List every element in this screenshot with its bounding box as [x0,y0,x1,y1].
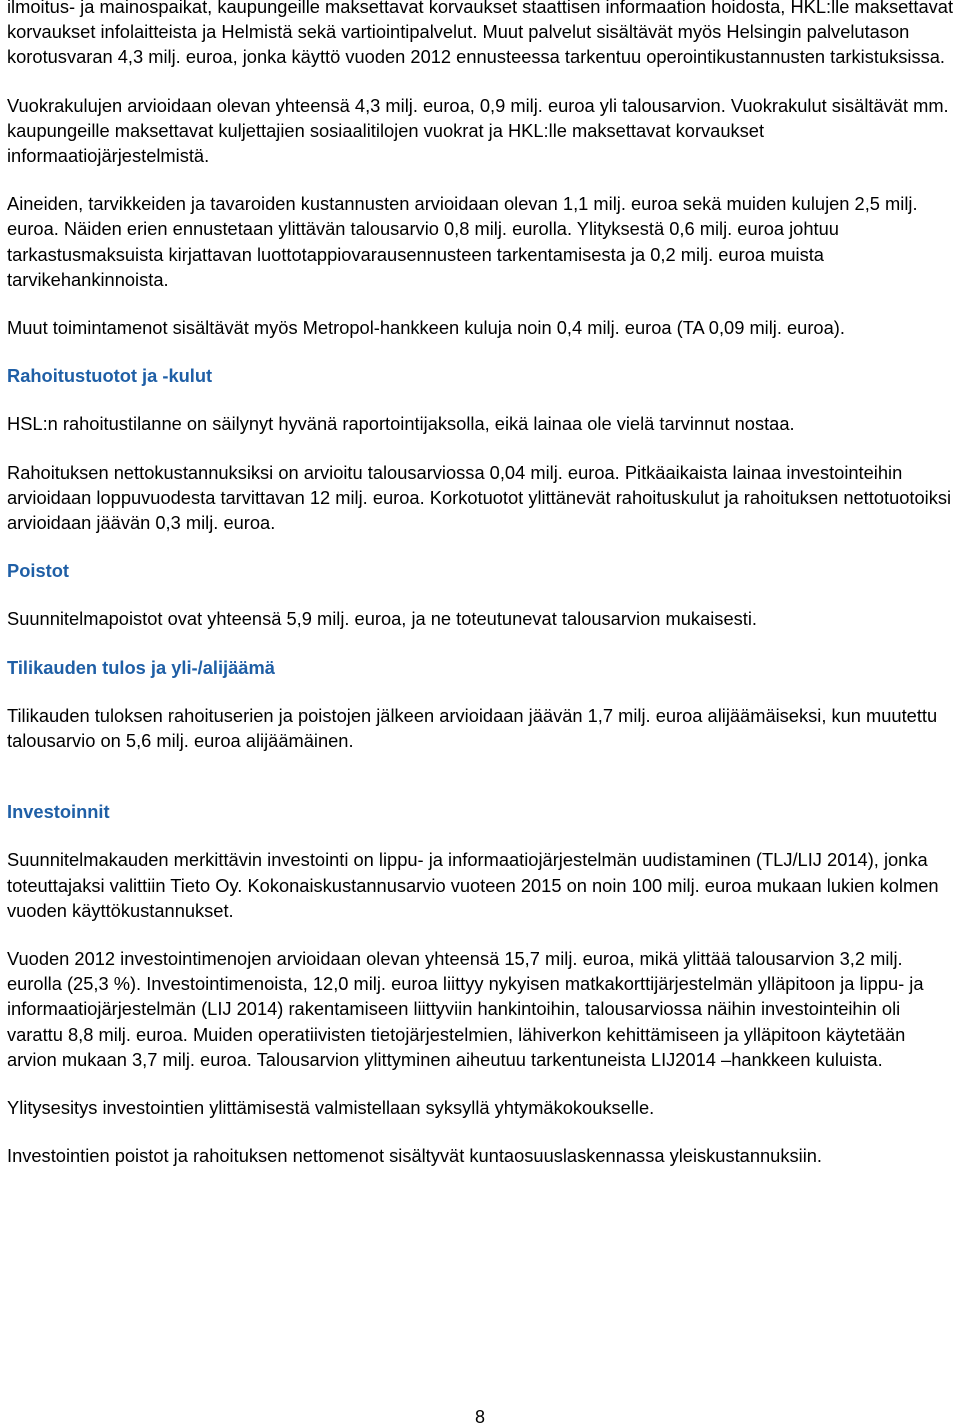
paragraph-ticketing-system: Suunnitelmakauden merkittävin investointi on lippu- ja informaatiojärjestelmän uudistaminen (TLJ/LIJ 2014), jonka toteuttajaksi valittiin Tieto Oy. Kokonaiskustannusarvio vuoteen 2015 on noin 100 milj. euroa mukaan lukien kolmen vuoden käyttökustannukset. [7,849,939,921]
heading-period-result: Tilikauden tulos ja yli-/alijäämä [7,656,275,678]
paragraph-net-financing: Rahoituksen nettokustannuksiksi on arvioitu talousarviossa 0,04 milj. euroa. Pitkäaikaista lainaa investointeihin arvioidaan loppuvuodesta tarvittavan 12 milj. euroa. Korkotuotot ylittänevät rahoituskulut ja rahoituksen nettotuotoiksi arvioidaan jäävän 0,3 milj. euroa. [7,461,952,534]
document-page [7,0,955,1169]
heading-depreciation: Poistot [7,560,69,582]
paragraph-depreciation: Suunnitelmapoistot ovat yhteensä 5,9 milj. euroa, ja ne toteutunevat talousarvion mukaisesti. [7,608,757,630]
paragraph-materials-costs: Aineiden, tarvikkeiden ja tavaroiden kustannusten arvioidaan olevan 1,1 milj. euroa sekä muiden kulujen 2,5 milj. euroa. Näiden erien ennustetaan ylittävän talousarvio 0,8 milj. eurolla. Ylityksestä 0,6 milj. euroa johtuu tarkastusmaksuista kirjattavan luottotappiovarausennusteen tarkentamisesta ja 0,2 milj. euroa muista tarvikehankinnoista. [7,193,918,290]
heading-financial-income: Rahoitustuotot ja -kulut [7,365,213,387]
paragraph-overrun-proposal: Ylitysesitys investointien ylittämisestä valmistellaan syksyllä yhtymäkokoukselle. [7,1097,655,1119]
paragraph-investment-costs: Vuoden 2012 investointimenojen arvioidaan olevan yhteensä 15,7 milj. euroa, mikä ylittää talousarvion 3,2 milj. eurolla (25,3 %). Investointimenoista, 12,0 milj. euroa liittyy nykyisen matkakorttijärjestelmän ylläpitoon ja lippu- ja informaatiojärjestelmän (LIJ 2014) rakentamiseen liittyviin hankintoihin, talousarviossa näihin investointeihin oli varattu 8,8 milj. euroa. Muiden operatiivisten tietojärjestelmien, lähiverkon kehittämiseen ja ylläpitoon käytetään arvion mukaan 3,7 milj. euroa. Talousarvion ylittyminen aiheutuu tarkentuneista LIJ2014 –hankkeen kuluista. [7,948,924,1070]
paragraph-other-services: ilmoitus- ja mainospaikat, kaupungeille maksettavat korvaukset staattisen informaation hoidosta, HKL:lle maksettavat korvaukset infolaitteista ja Helmistä sekä vartiointipalvelut. Muut palvelut sisältävät myös Helsingin palvelutason korotusvaran 4,3 milj. euroa, jonka käyttö vuoden 2012 ennusteessa tarkentuu operointikustannusten tarkistuksissa. [7,0,954,68]
paragraph-period-result: Tilikauden tuloksen rahoituserien ja poistojen jälkeen arvioidaan jäävän 1,7 milj. euroa alijäämäiseksi, kun muutettu talousarvio on 5,6 milj. euroa alijäämäinen. [7,704,938,752]
paragraph-financing-situation: HSL:n rahoitustilanne on säilynyt hyvänä raportointijaksolla, eikä lainaa ole vielä tarvinnut nostaa. [7,413,795,435]
paragraph-rent-costs: Vuokrakulujen arvioidaan olevan yhteensä 4,3 milj. euroa, 0,9 milj. euroa yli talousarvion. Vuokrakulut sisältävät mm. kaupungeille maksettavat kuljettajien sosiaalitilojen vuokrat ja HKL:lle maksettavat korvaukset informaatiojärjestelmistä. [7,94,949,167]
paragraph-metropol: Muut toimintamenot sisältävät myös Metropol-hankkeen kuluja noin 0,4 milj. euroa (TA 0,09 milj. euroa). [7,317,845,339]
page-number: 8 [474,1407,485,1427]
paragraph-overhead-costs: Investointien poistot ja rahoituksen nettomenot sisältyvät kuntaosuuslaskennassa yleiskustannuksiin. [7,1145,822,1167]
heading-investments: Investoinnit [7,801,110,823]
